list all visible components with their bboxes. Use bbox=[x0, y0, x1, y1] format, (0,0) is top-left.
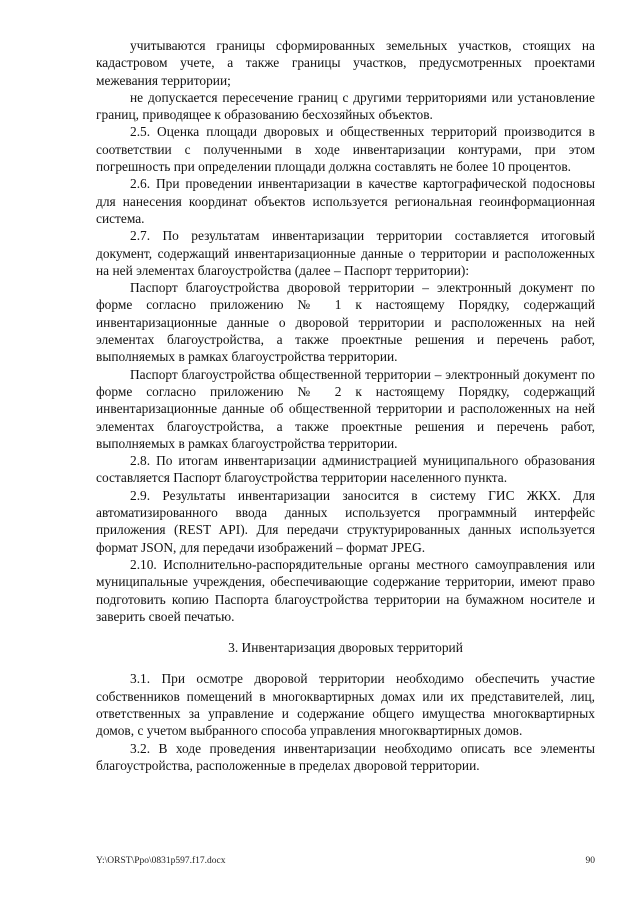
paragraph: 2.8. По итогам инвентаризации администрацией муниципального образования составляется Паспорт благоустройства территории населенного пункта. bbox=[96, 453, 595, 486]
paragraph: 2.9. Результаты инвентаризации заносится в систему ГИС ЖКХ. Для автоматизированного ввода данных используется программный интерфейс приложения (REST API). Для передачи структурированных данных используется формат JSON, для передачи изображений – формат JPEG. bbox=[96, 487, 595, 555]
paragraph: Паспорт благоустройства общественной территории – электронный документ по форме согласно приложению № 2 к настоящему Порядку, содержащий инвентаризационные данные об общественной территории и расположенных на ней элементах благоустройства, а также проектные решения и перечень работ, выполняемых в рамках благоустройства территории. bbox=[96, 366, 595, 451]
paragraph: не допускается пересечение границ с другими территориями или установление границ, приводящее к образованию бесхозяйных объектов. bbox=[96, 89, 595, 123]
section-heading: 3. Инвентаризация дворовых территорий bbox=[228, 640, 463, 656]
paragraph: 2.7. По результатам инвентаризации территории составляется итоговый документ, содержащий инвентаризационные данные о территории и расположенных на ней элементах благоустройства (далее – Паспорт территории): bbox=[96, 228, 595, 278]
paragraph: 3.1. При осмотре дворовой территории необходимо обеспечить участие собственников помещений в многоквартирных домах или их представителей, лиц, ответственных за управление и содержание общего имущества многоквартирных домов, с учетом выбранного способа управления многоквартирных домов. bbox=[96, 671, 595, 739]
page-number: 90 bbox=[585, 856, 595, 866]
document-body bbox=[96, 37, 595, 774]
paragraph: 2.10. Исполнительно-распорядительные органы местного самоуправления или муниципальные учреждения, обеспечивающие содержание территории, имеют право подготовить копию Паспорта благоустройства территории на бумажном носителе и заверить своей печатью. bbox=[96, 556, 595, 624]
paragraph: 2.5. Оценка площади дворовых и общественных территорий производится в соответствии с полученными в ходе инвентаризации контурами, при этом погрешность при определении площади должна составлять не более 10 процентов. bbox=[96, 124, 595, 175]
paragraph: 3.2. В ходе проведения инвентаризации необходимо описать все элементы благоустройства, расположенные в пределах дворовой территории. bbox=[96, 740, 595, 773]
file-path: Y:\ORST\Ppo\0831p597.f17.docx bbox=[96, 856, 226, 866]
paragraph: Паспорт благоустройства дворовой территории – электронный документ по форме согласно приложению № 1 к настоящему Порядку, содержащий инвентаризационные данные о дворовой территории и расположенных на ней элементах благоустройства, а также проектные решения и перечень работ, выполняемых в рамках благоустройства территории. bbox=[96, 280, 595, 365]
paragraph: 2.6. При проведении инвентаризации в качестве картографической подосновы для нанесения координат объектов используется региональная геоинформационная система. bbox=[96, 176, 595, 226]
paragraph: учитываются границы сформированных земельных участков, стоящих на кадастровом учете, а также границы участков, предусмотренных проектами межевания территории; bbox=[96, 38, 595, 88]
